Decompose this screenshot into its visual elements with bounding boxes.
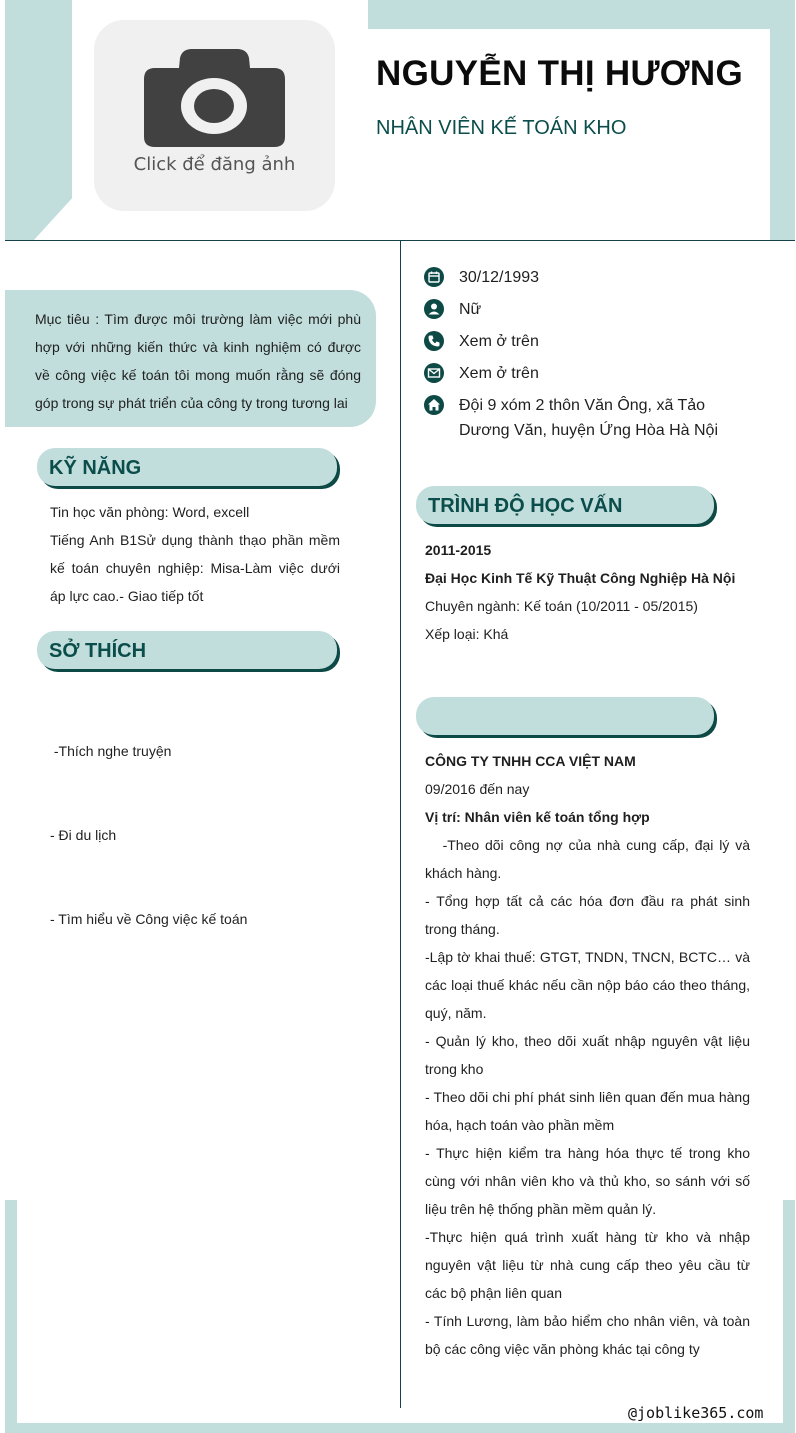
education-period: 2011-2015 (425, 542, 492, 558)
experience-duty: -Thực hiện quá trình xuất hàng từ kho và nhập nguyên vật liệu từ nhà cung cấp theo yêu cầu từ các bộ phận liên quan (425, 1229, 750, 1301)
education-section-title: TRÌNH ĐỘ HỌC VẤN (416, 486, 714, 524)
experience-entry (425, 747, 754, 1363)
calendar-icon (424, 267, 444, 287)
mail-icon (424, 363, 444, 383)
footer-band (5, 1423, 795, 1433)
objective-box (5, 290, 376, 427)
photo-upload-label[interactable]: Click để đăng ảnh (133, 154, 296, 175)
experience-duty: - Theo dõi chi phí phát sinh liên quan đến mua hàng hóa, hạch toán vào phần mềm (425, 1089, 750, 1133)
birthday-value: 30/12/1993 (459, 269, 540, 286)
experience-position: Vị trí: Nhân viên kế toán tổng hợp (425, 809, 650, 825)
experience-company: CÔNG TY TNHH CCA VIỆT NAM (425, 753, 636, 769)
gender-value: Nữ (459, 301, 482, 318)
column-divider (400, 241, 401, 1408)
hobby-item: - Đi du lịch (50, 827, 117, 843)
camera-icon (142, 48, 287, 148)
home-icon (424, 395, 444, 415)
skills-section-title: KỸ NĂNG (37, 448, 337, 486)
email-value[interactable]: Xem ở trên (459, 365, 539, 382)
hobby-item: - Tìm hiểu về Công việc kế toán (50, 911, 248, 927)
job-title: NHÂN VIÊN KẾ TOÁN KHO (376, 117, 627, 139)
watermark: @joblike365.com (628, 1404, 764, 1422)
hobby-item: -Thích nghe truyện (50, 743, 172, 759)
photo-upload-box[interactable] (94, 20, 335, 211)
experience-period: 09/2016 đến nay (425, 781, 530, 797)
phone-icon (424, 331, 444, 351)
photo-bubble-tail (33, 195, 75, 241)
footer-right-bar (783, 1200, 795, 1433)
education-school: Đại Học Kinh Tế Kỹ Thuật Công Nghiệp Hà Nội (425, 570, 736, 586)
footer-left-bar (5, 1200, 17, 1433)
experience-duty: - Thực hiện kiểm tra hàng hóa thực tế trong kho cùng với nhân viên kho và thủ kho, so sánh với số liệu trên hệ thống phần mềm quản lý. (425, 1145, 750, 1217)
objective-text: Mục tiêu : Tìm được môi trường làm việc mới phù hợp với những kiến thức và kinh nghiệm có được về công việc kế toán tôi mong muốn rằng sẽ đóng góp trong sự phát triển của công ty trong tương lai (35, 311, 361, 411)
address-value: Đội 9 xóm 2 thôn Văn Ông, xã Tảo Dương Văn, huyện Ứng Hòa Hà Nội (459, 397, 719, 439)
candidate-name: NGUYỄN THỊ HƯƠNG (376, 54, 744, 93)
phone-value[interactable]: Xem ở trên (459, 333, 539, 350)
education-grade: Xếp loại: Khá (425, 626, 509, 642)
experience-duty: - Tính Lương, làm bảo hiểm cho nhân viên, và toàn bộ các công việc văn phòng khác tại công ty (425, 1313, 750, 1357)
experience-duty: -Theo dõi công nợ của nhà cung cấp, đại lý và khách hàng. (425, 837, 754, 881)
skill-line: Tin học văn phòng: Word, excell (50, 504, 250, 520)
experience-duty: - Tổng hợp tất cả các hóa đơn đầu ra phát sinh trong tháng. (425, 893, 750, 937)
experience-section-title (416, 697, 714, 735)
hobbies-section-title: SỞ THÍCH (37, 631, 337, 669)
skills-list (50, 498, 340, 610)
user-icon (424, 299, 444, 319)
experience-duty: -Lập tờ khai thuế: GTGT, TNDN, TNCN, BCTC… và các loại thuế khác nếu cần nộp báo cáo theo tháng, quý, năm. (425, 949, 750, 1021)
experience-duty: - Quản lý kho, theo dõi xuất nhập nguyên vật liệu trong kho (425, 1033, 750, 1077)
education-major: Chuyên ngành: Kế toán (10/2011 - 05/2015) (425, 598, 698, 614)
education-entry (425, 536, 755, 648)
hobbies-list (50, 681, 340, 961)
skill-line: Tiếng Anh B1Sử dụng thành thạo phần mềm kế toán chuyên nghiệp: Misa-Làm việc dưới áp lực cao.- Giao tiếp tốt (50, 532, 340, 604)
